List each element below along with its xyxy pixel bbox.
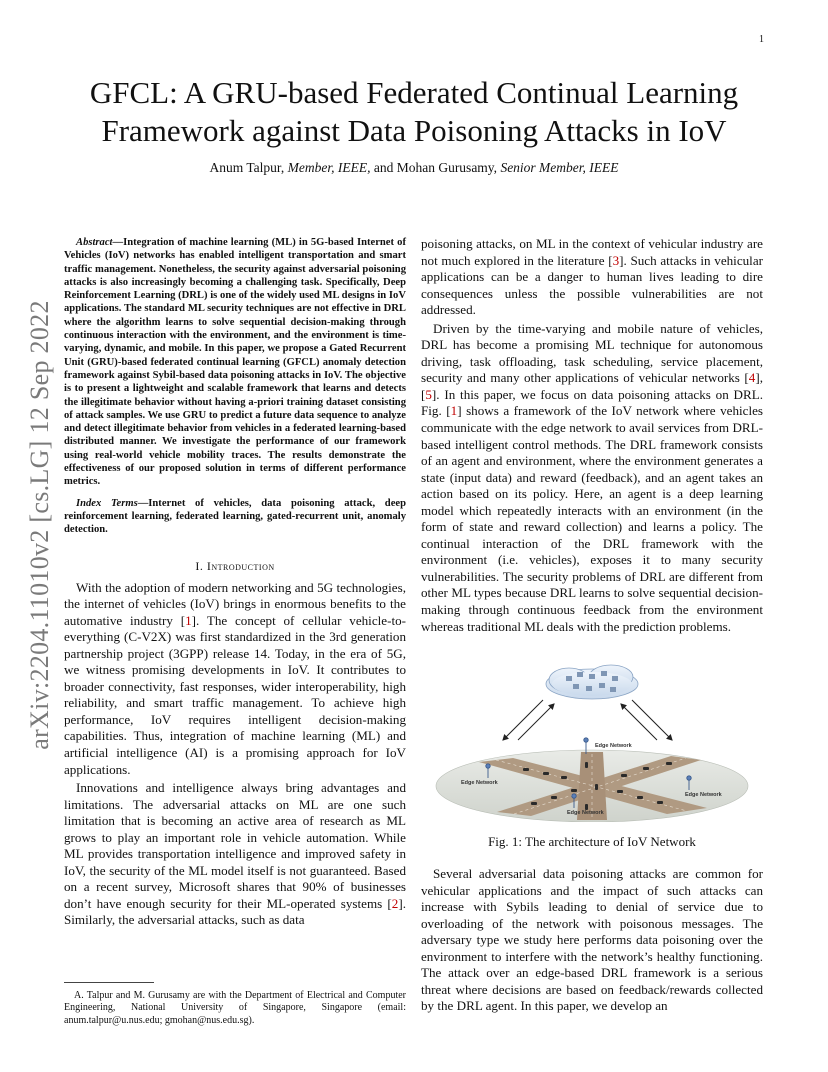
right-p2-text-a: Driven by the time-varying and mobile nature of vehicles, DRL has become a promising ML technique for autonomous driving, task offloading, task scheduling, service placement, security and many other applications of vehicular networks bbox=[421, 320, 763, 386]
figure-reference-1[interactable]: [ 1 ] bbox=[446, 403, 461, 418]
arxiv-stamp bbox=[20, 290, 60, 760]
cloud-icon bbox=[546, 665, 638, 699]
left-column bbox=[64, 236, 406, 929]
page-number: 1 bbox=[759, 34, 764, 45]
abstract-lead: Abstract bbox=[76, 237, 113, 248]
right-paragraph-3: Several adversarial data poisoning attacks are common for vehicular applications and the impact of such attacks can increase with Sybils leading to denial of service due to overloading of the network with poisonous messages. The adversary type we study here performs data poisoning over the environment to interfere with the network’s healthy functioning. The attack over an edge-based DRL framework is a serious threat where decisions are based on feedback/rewards collected by the DRL agent. In this paper, we develop an bbox=[421, 866, 763, 1014]
right-p2-text-c: shows a framework of the IoV network where vehicles communicate with the edge network to avail services from DRL-based intelligent control methods. The DRL framework consists of an agent and environment, where the environment generates a state (input data) and reward (feedback), and an agent takes an action based on its policy. Here, an agent is a deep learning model which repeatedly interacts with an environment (in the form of state and reward collection) and learns a policy. The continual interaction of the DRL framework with the environment (i.e. vehicles), exposes it to many security vulnerabilities. The security problems of DRL are different from other ML types because DRL learns to solve sequential decision-making through continuous feedback from the environment whereas traditional ML deals with the prediction problems. bbox=[421, 403, 764, 634]
citation-3[interactable]: [ 3 ] bbox=[608, 253, 623, 268]
right-column-lower bbox=[421, 866, 763, 1015]
iov-architecture-diagram bbox=[431, 662, 753, 822]
intro-p2-text-a: Innovations and intelligence always bring advantages and limitations. The adversarial attacks on ML are one such limitation that is becoming an active area of research as ML grows to play an important role in vehicle automation. While ML provides transportation intelligence and improved safety in IoV, the security of the ML model itself is not guaranteed. Based on a recent survey, Microsoft shares that 90% of businesses don’t have enough security for their ML-operated systems bbox=[64, 780, 406, 911]
author-2-role: Senior Member, IEEE bbox=[500, 160, 619, 175]
index-terms-text: —Internet of vehicles, data poisoning attack, deep reinforcement learning, federated learning, gated-recurrent unit, anomaly detection. bbox=[64, 497, 406, 536]
intro-paragraph-1 bbox=[64, 580, 406, 779]
edge-label-bottom: Edge Network bbox=[567, 810, 604, 816]
right-p1-text-b: . Such attacks in vehicular applications can be a danger to human lives leading to dire consequences unless the possible vulnerabilities are not addressed. bbox=[421, 252, 763, 318]
citation-1[interactable]: [ 1 ] bbox=[181, 613, 196, 628]
index-terms-lead: Index Terms bbox=[76, 497, 138, 509]
intro-p1-text-a: With the adoption of modern networking and 5G technologies, the internet of vehicles (IoV) brings in enormous benefits to the automative industry bbox=[64, 579, 406, 628]
citation-5[interactable]: [ 5 ] bbox=[421, 387, 436, 402]
footnote-text: A. Talpur and M. Gurusamy are with the Department of Electrical and Computer Engineering, National University of Singapore, Singapore (email: anum.talpur@u.nus.edu; gmohan@nus.edu.sg). bbox=[64, 990, 406, 1026]
author-1-role: Member, IEEE, bbox=[287, 160, 371, 175]
intro-paragraph-2 bbox=[64, 780, 406, 929]
paper-title: GFCL: A GRU-based Federated Continual Learning Framework against Data Poisoning Attacks in IoV bbox=[89, 75, 739, 148]
author-1-name: Anum Talpur, bbox=[209, 160, 288, 175]
abstract bbox=[64, 236, 406, 489]
right-p2-text-b: . In this paper, we focus on data poisoning attacks on DRL. Fig. bbox=[421, 386, 763, 419]
citation-4[interactable]: [ 4 ] bbox=[744, 370, 759, 385]
figure-caption: Fig. 1: The architecture of IoV Network bbox=[488, 834, 696, 849]
right-column bbox=[421, 236, 763, 635]
section-heading-introduction: I. Introduction bbox=[195, 558, 275, 573]
communication-arrows bbox=[503, 700, 672, 740]
edge-label-right: Edge Network bbox=[685, 792, 722, 798]
right-paragraph-2 bbox=[421, 321, 763, 635]
right-paragraph-1 bbox=[421, 236, 763, 319]
edge-label-left: Edge Network bbox=[461, 780, 498, 786]
footnote bbox=[64, 990, 406, 1027]
author-line bbox=[60, 160, 768, 176]
iov-architecture-figure bbox=[431, 662, 753, 822]
intro-p2-text-b: . Similarly, the adversarial attacks, such as data bbox=[64, 895, 406, 928]
author-connector: and Mohan Gurusamy, bbox=[370, 160, 501, 175]
intro-p1-text-b: . The concept of cellular vehicle-to-everything (C-V2X) was first standardized in the 3rd generation partnership project (3GPP) release 14. Today, in the era of 5G, we witness promising developments in IoV. It contributes to broader connectivity, fast responses, wider interoperability, high reliability, and smart traffic management. To achieve high performance, IoV requires intelligent decision-making capabilities. Thus, integration of machine learning (ML) and artificial intelligence (AI) is a promising approach for IoV applications. bbox=[64, 612, 406, 777]
footnote-divider bbox=[64, 982, 154, 983]
abstract-text: —Integration of machine learning (ML) in 5G-based Internet of Vehicles (IoV) networks has enabled intelligent transportation and smart traffic management. Nonetheless, the security against adversarial poisoning attacks is also increasingly becoming a challenging task. Specifically, Deep Reinforcement Learning (DRL) is one of the widely used ML designs in IoV applications. The standard ML security techniques are not effective in DRL where the algorithm learns to solve sequential decision-making through continuous interaction with the environment, and the environment is time-varying, dynamic, and mobile. In this paper, we propose a Gated Recurrent Unit (GRU)-based federated continual learning (GFCL) anomaly detection framework against Sybil-based data poisoning attacks in IoV. The objective is to present a lightweight and scalable framework that learns and detects the illegitimate behavior without having a-priori training dataset consisting of attack samples. We use GRU to predict a future data sequence to analyze and detect illegitimate behavior from vehicles in a federated learning-based distributed manner. We investigate the performance of our framework using real-world vehicle mobility traces. The results demonstrate the effectiveness of our proposed solution in terms of different performance metrics. bbox=[64, 237, 406, 488]
citation-separator: , bbox=[759, 370, 763, 386]
edge-label-top: Edge Network bbox=[595, 743, 632, 749]
citation-2[interactable]: [ 2 ] bbox=[387, 896, 402, 911]
arxiv-stamp-text: arXiv:2204.11010v2 [cs.LG] 12 Sep 2022 bbox=[25, 300, 54, 750]
index-terms bbox=[64, 497, 406, 537]
right-p1-text-a: poisoning attacks, on ML in the context of vehicular industry are not much explored in the literature bbox=[421, 236, 763, 268]
